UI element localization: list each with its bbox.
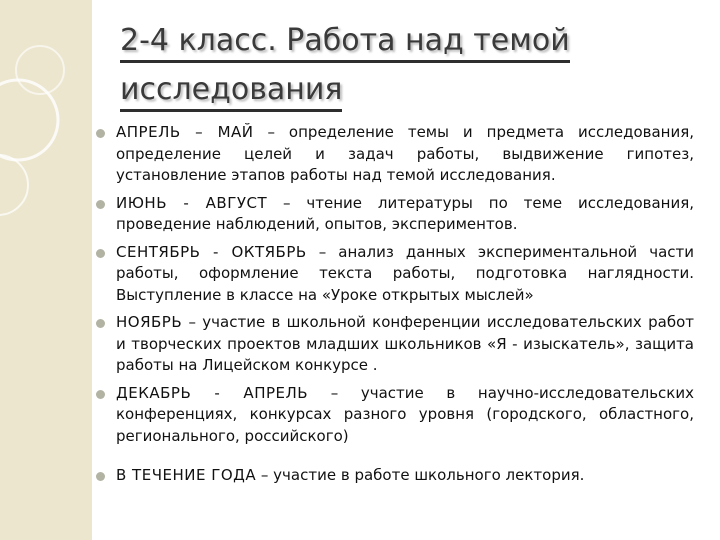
list-item [96, 242, 694, 307]
list-item [96, 383, 694, 448]
list-item [96, 312, 694, 377]
period-description: – чтение литературы по теме исследования, проведение наблюдений, опытов, экспериментов. [116, 193, 694, 233]
title-line-2: исследования [120, 71, 342, 112]
list-item [96, 122, 694, 187]
bullet-icon [96, 129, 105, 138]
bullet-icon [96, 472, 105, 481]
slide-title [120, 18, 680, 116]
period-label: АПРЕЛЬ – МАЙ [116, 123, 254, 141]
period-label: ИЮНЬ - АВГУСТ [116, 193, 268, 212]
period-label: ДЕКАБРЬ - АПРЕЛЬ [116, 383, 309, 402]
period-label: НОЯБРЬ [116, 313, 183, 331]
period-label: В ТЕЧЕНИЕ ГОДА [116, 466, 257, 484]
list-item [96, 465, 694, 487]
bullet-icon [96, 200, 105, 209]
title-line-1: 2-4 класс. Работа над темой [120, 22, 570, 63]
period-label: СЕНТЯБРЬ - ОКТЯБРЬ [116, 242, 307, 261]
decorative-circles [0, 0, 92, 540]
period-description: – анализ данных экспериментальной части работы, оформление текста работы, подготовка наглядности. Выступление в классе на «Уроке открытых мыслей» [116, 242, 694, 304]
period-description: – участие в школьной конференции исследовательских работ и творческих проектов младших школьников «Я - изыскатель», защита работы на Лицейском конкурсе . [116, 313, 694, 374]
period-description: – участие в работе школьного лектория. [256, 466, 585, 484]
period-description: – определение темы и предмета исследования, определение целей и задач работы, выдвижение гипотез, установление этапов работы над темой исследования. [116, 123, 695, 184]
bullet-icon [96, 249, 105, 258]
list-item [96, 193, 694, 236]
schedule-list [96, 122, 694, 493]
bullet-icon [96, 319, 105, 328]
period-description: – участие в научно-исследовательских конференциях, конкурсах разного уровня (городского, областного, регионального, российского) [116, 383, 694, 445]
bullet-icon [96, 390, 105, 399]
